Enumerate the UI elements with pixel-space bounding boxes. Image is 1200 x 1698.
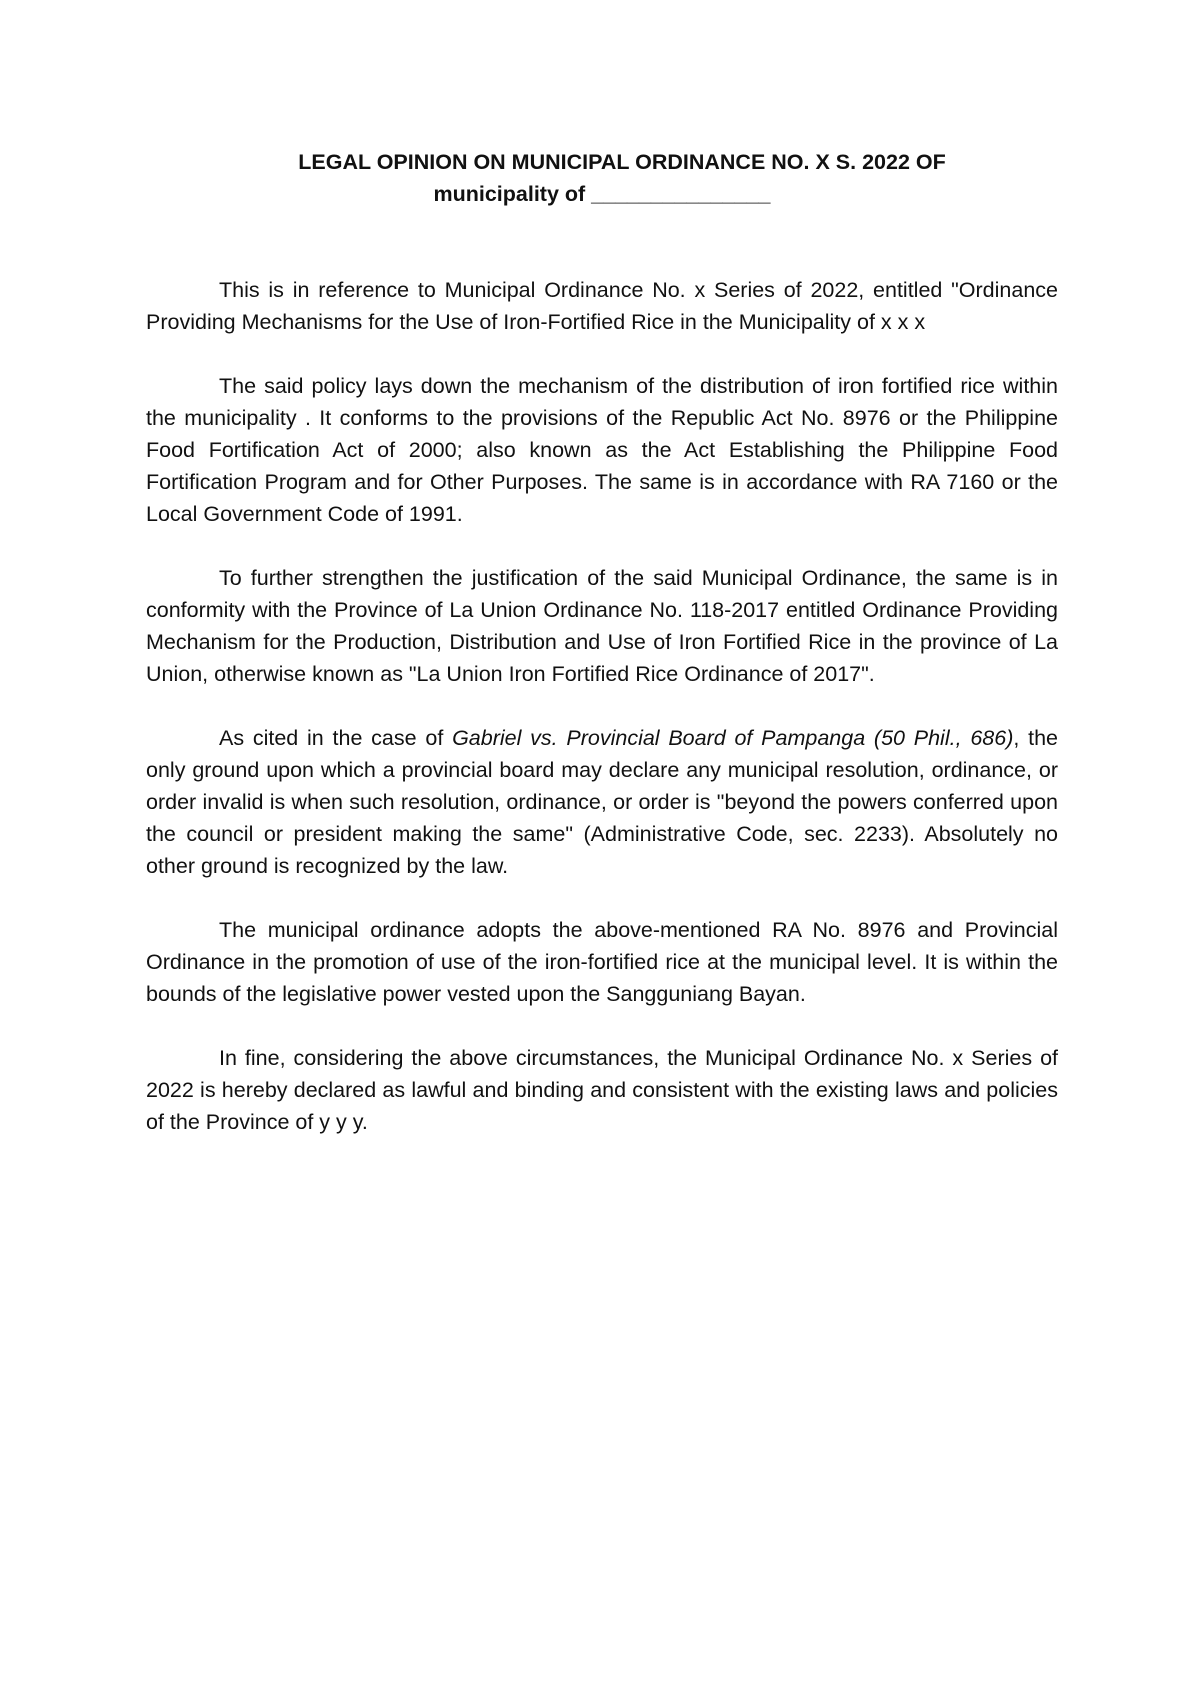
document-title: [146, 146, 1058, 210]
case-citation-prefix: As cited in the case of: [219, 726, 453, 750]
title-line-1: LEGAL OPINION ON MUNICIPAL ORDINANCE NO. X S. 2022 OF: [298, 150, 946, 174]
paragraph-adoption: The municipal ordinance adopts the above-mentioned RA No. 8976 and Provincial Ordinance in the promotion of use of the iron-fortified rice at the municipal level. It is within the bounds of the legislative power vested upon the Sangguniang Bayan.: [146, 918, 1058, 1006]
case-citation-suffix: , the only ground upon which a provincial board may declare any municipal resolution, ordinance, or order invalid is when such resolution, ordinance, or order is "beyond the powers conferred upon the council or president making the same" (Administrative Code, sec. 2233). Absolutely no other ground is recognized by the law.: [146, 726, 1058, 878]
paragraph-justification: To further strengthen the justification of the said Municipal Ordinance, the same is in conformity with the Province of La Union Ordinance No. 118-2017 entitled Ordinance Providing Mechanism for the Production, Distribution and Use of Iron Fortified Rice in the province of La Union, otherwise known as "La Union Iron Fortified Rice Ordinance of 2017".: [146, 566, 1058, 686]
case-citation-title: Gabriel vs. Provincial Board of Pampanga (50 Phil., 686): [452, 726, 1014, 750]
paragraph-policy: The said policy lays down the mechanism of the distribution of iron fortified rice within the municipality . It conforms to the provisions of the Republic Act No. 8976 or the Philippine Food Fortification Act of 2000; also known as the Act Establishing the Philippine Food Fortification Program and for Other Purposes. The same is in accordance with RA 7160 or the Local Government Code of 1991.: [146, 374, 1058, 526]
title-line-2: municipality of _______________: [433, 182, 771, 206]
paragraph-reference: This is in reference to Municipal Ordinance No. x Series of 2022, entitled "Ordinance Providing Mechanisms for the Use of Iron-Fortified Rice in the Municipality of x x x: [146, 278, 1058, 334]
paragraph-conclusion: In fine, considering the above circumstances, the Municipal Ordinance No. x Series of 2022 is hereby declared as lawful and binding and consistent with the existing laws and policies of the Province of y y y.: [146, 1046, 1058, 1134]
document-body: [146, 274, 1058, 1170]
paragraph-case-citation: [146, 722, 1058, 882]
